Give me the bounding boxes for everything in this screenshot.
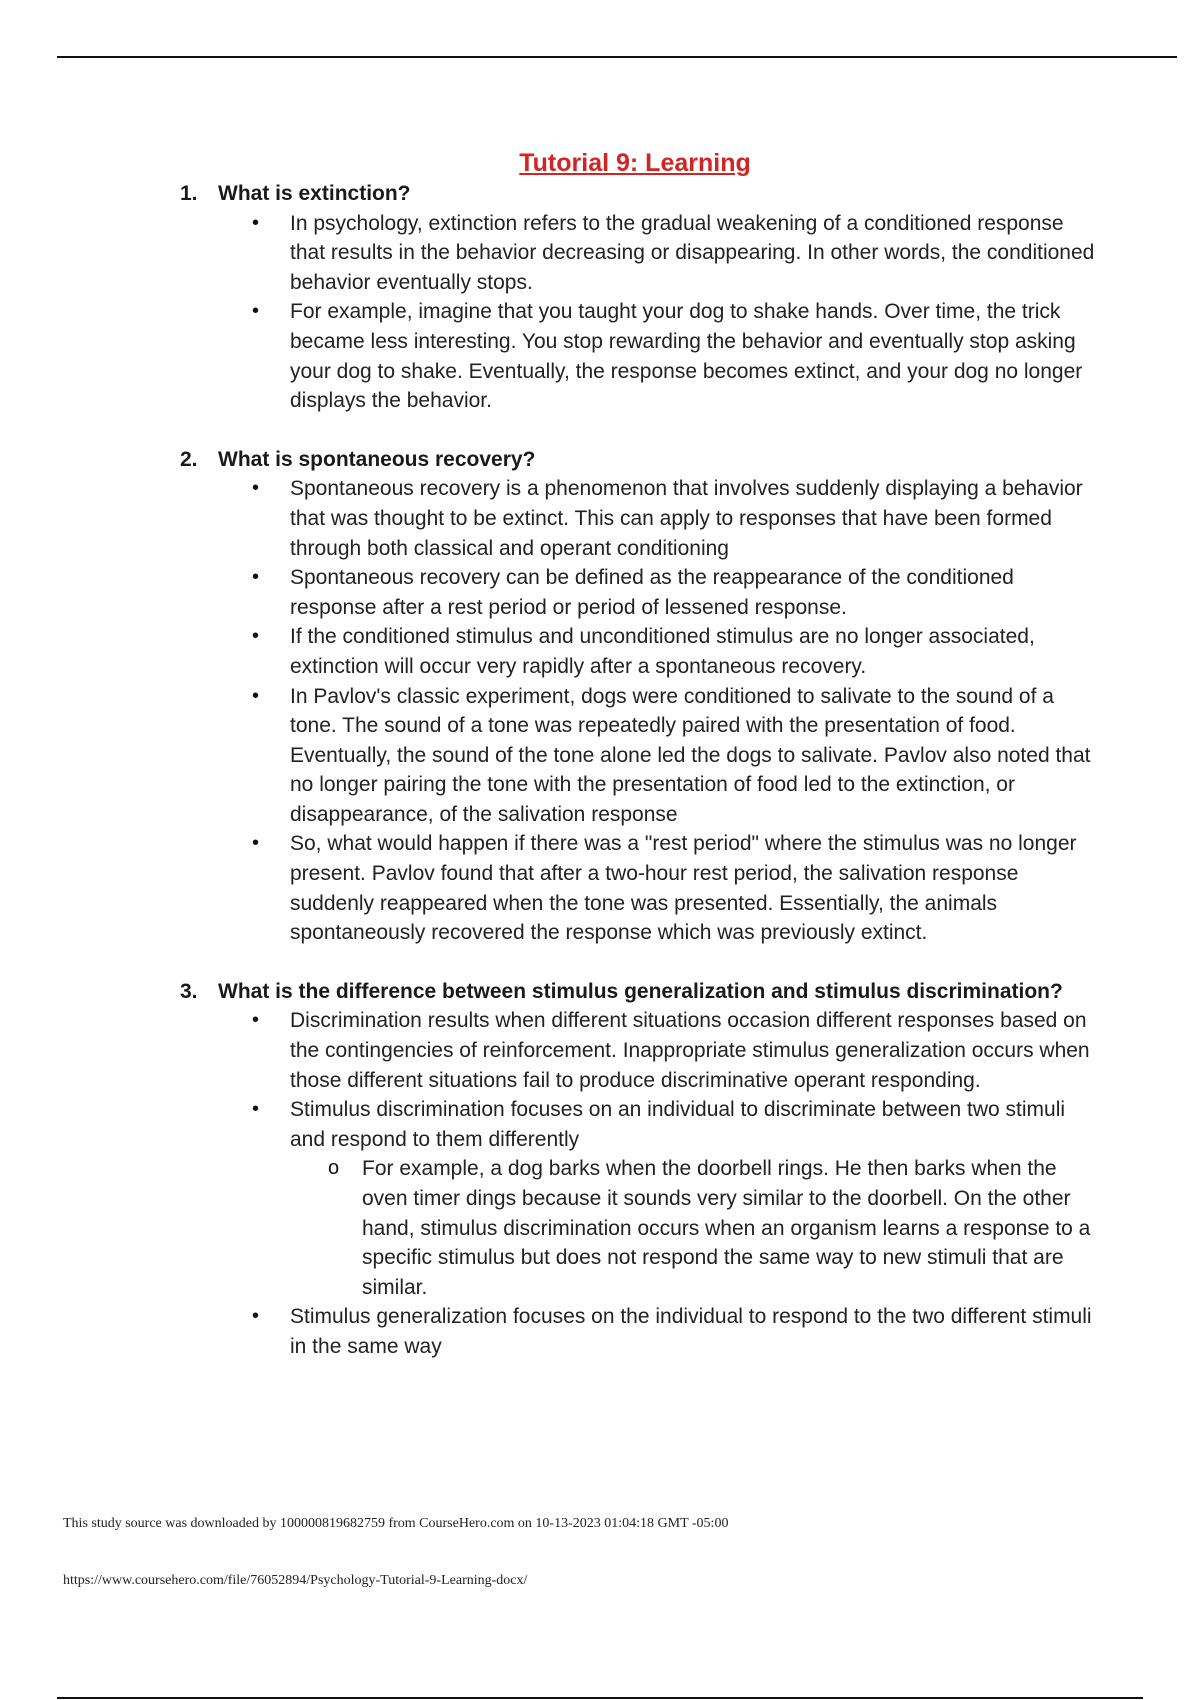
question-1 [180,179,1100,416]
bullet-text: In Pavlov's classic experiment, dogs were conditioned to salivate to the sound of a tone. The sound of a tone was repeatedly paired with the presentation of food. Eventually, the sound of the tone alone led the dogs to salivate. Pavlov also noted that no longer pairing the tone with the presentation of food led to the extinction, or disappearance, of the salivation response [290,684,1091,826]
bottom-rule [57,1697,1143,1699]
bullet-icon: • [252,1098,260,1121]
bullet-icon: • [252,625,260,648]
answer-bullet [252,1302,1100,1361]
question-text: What is extinction? [218,182,411,205]
question-3 [180,977,1100,1362]
answer-bullets [180,209,1100,416]
bullet-text: Stimulus discrimination focuses on an individual to discriminate between two stimuli and respond to them differently [290,1098,1066,1151]
download-notice: This study source was downloaded by 100000819682759 from CourseHero.com on 10-13-2023 01:04:18 GMT -05:00 [63,1516,729,1531]
answer-bullet [252,1095,1100,1302]
document-title: Tutorial 9: Learning [519,149,751,177]
answer-bullet [252,474,1100,563]
answer-bullet [252,563,1100,622]
answer-bullet [252,622,1100,681]
circle-bullet-icon: o [328,1157,340,1180]
bullet-icon: • [252,300,260,323]
bullet-text: For example, imagine that you taught your dog to shake hands. Over time, the trick became less interesting. You stop rewarding the behavior and eventually stop asking your dog to shake. Eventually, the response becomes extinct, and your dog no longer displays the behavior. [290,300,1083,413]
question-text: What is the difference between stimulus generalization and stimulus discrimination? [218,979,1063,1003]
top-rule [57,56,1177,58]
bullet-text: In psychology, extinction refers to the gradual weakening of a conditioned response that results in the behavior decreasing or disappearing. In other words, the conditioned behavior eventually stops. [290,211,1095,294]
answer-bullets [180,1006,1100,1361]
question-heading [180,977,1100,1007]
answer-bullet [252,682,1100,830]
bullet-icon: • [252,684,260,707]
bullet-text: If the conditioned stimulus and unconditioned stimulus are no longer associated, extinction will occur very rapidly after a spontaneous recovery. [290,625,1035,678]
answer-bullet [252,829,1100,947]
question-text: What is spontaneous recovery? [218,447,536,471]
sub-bullets [290,1154,1100,1302]
bullet-icon: • [252,832,260,855]
question-number: 1. [180,182,198,205]
sub-bullet [328,1154,1100,1302]
bullet-text: Discrimination results when different situations occasion different responses based on the contingencies of reinforcement. Inappropriate stimulus generalization occurs when those different situations fail to produce discriminative operant responding. [290,1009,1090,1092]
question-heading [180,179,1100,209]
bullet-icon: • [252,477,260,500]
bullet-text: So, what would happen if there was a "rest period" where the stimulus was no longer present. Pavlov found that after a two-hour rest period, the salivation response suddenly reappeared when the tone was presented. Essentially, the animals spontaneously recovered the response which was previously extinct. [290,832,1077,945]
questions-list [180,179,1100,1362]
answer-bullet [252,209,1100,298]
bullet-text: Spontaneous recovery is a phenomenon that involves suddenly displaying a behavior that was thought to be extinct. This can apply to responses that have been formed through both classical and operant conditioning [290,477,1083,560]
answer-bullets [180,474,1100,948]
bullet-icon: • [252,211,260,234]
bullet-icon: • [252,1009,260,1032]
question-number: 3. [180,979,198,1003]
bullet-text: Spontaneous recovery can be defined as the reappearance of the conditioned response after a rest period or period of lessened response. [290,566,1014,619]
bullet-text: Stimulus generalization focuses on the individual to respond to the two different stimuli in the same way [290,1305,1092,1358]
bullet-icon: • [252,566,260,589]
answer-bullet [252,297,1100,415]
question-number: 2. [180,447,198,471]
source-url-link[interactable]: https://www.coursehero.com/file/76052894/Psychology-Tutorial-9-Learning-docx/ [63,1573,528,1588]
question-2 [180,445,1100,948]
bullet-icon: • [252,1305,260,1328]
question-heading [180,445,1100,475]
sub-bullet-text: For example, a dog barks when the doorbell rings. He then barks when the oven timer dings because it sounds very similar to the doorbell. On the other hand, stimulus discrimination occurs when an organism learns a response to a specific stimulus but does not respond the same way to new stimuli that are similar. [362,1157,1091,1299]
answer-bullet [252,1006,1100,1095]
